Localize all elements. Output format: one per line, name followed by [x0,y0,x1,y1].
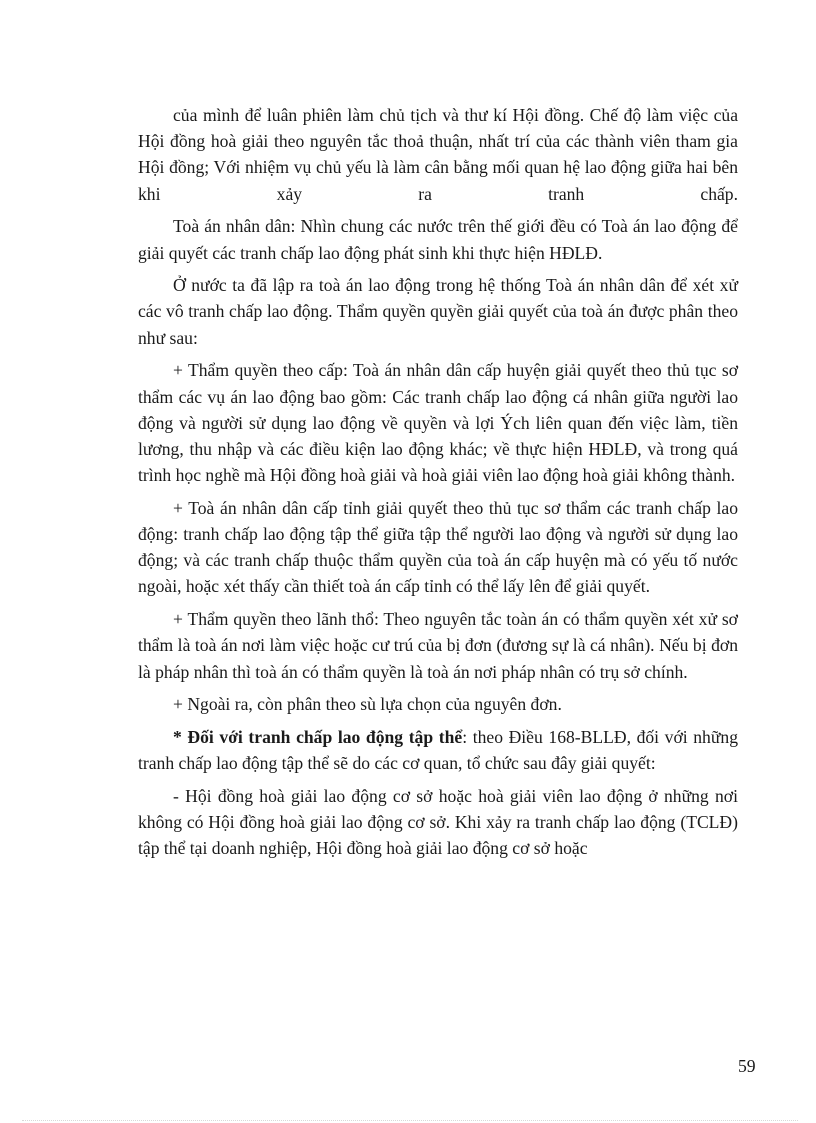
footer-divider [22,1120,798,1121]
paragraph-territorial-jurisdiction: + Thẩm quyền theo lãnh thổ: Theo nguyên tắc toàn án có thẩm quyền xét xử sơ thẩm là toà án nơi làm việc hoặc cư trú của bị đơn (đương sự là cá nhân). Nếu bị đơn là pháp nhân thì toà án có thẩm quyền là toà án nơi pháp nhân có trụ sở chính. [138,609,738,682]
paragraph-labor-court-vietnam: Ở nước ta đã lập ra toà án lao động trong hệ thống Toà án nhân dân để xét xử các vô tranh chấp lao động. Thẩm quyền quyền giải quyết của toà án được phân theo như sau: [138,275,738,348]
paragraph-peoples-court: Toà án nhân dân: Nhìn chung các nước trên thế giới đều có Toà án lao động để giải quyết các tranh chấp lao động phát sinh khi thực hiện HĐLĐ. [138,216,738,263]
page-body [138,102,738,868]
paragraph-collective-dispute [138,724,738,776]
page-number: 59 [738,1056,756,1076]
paragraph-grassroots-conciliation: - Hội đồng hoà giải lao động cơ sở hoặc hoà giải viên lao động ở những nơi không có Hội đồng hoà giải lao động cơ sở. Khi xảy ra tranh chấp lao động (TCLĐ) tập thể tại doanh nghiệp, Hội đồng hoà giải lao động cơ sở hoặc [138,785,738,859]
collective-dispute-heading: * Đối với tranh chấp lao động tập thể [173,726,463,747]
paragraph-provincial-court: + Toà án nhân dân cấp tỉnh giải quyết theo thủ tục sơ thẩm các tranh chấp lao động: tranh chấp lao động tập thể giữa tập thể người lao động và người sử dụng lao động; và các tranh chấp thuộc thẩm quyền của toà án cấp huyện mà có yếu tố nước ngoài, hoặc xét thấy cần thiết toà án cấp tỉnh có thể lấy lên để giải quyết. [138,497,738,597]
paragraph-jurisdiction-by-level: + Thẩm quyền theo cấp: Toà án nhân dân cấp huyện giải quyết theo thủ tục sơ thẩm các vụ án lao động bao gồm: Các tranh chấp lao động cá nhân giữa người lao động và người sử dụng lao động về quyền và lợi Ých liên quan đến việc làm, tiền lương, thu nhập và các điều kiện lao động khác; về thực hiện HĐLĐ, và trong quá trình học nghề mà Hội đồng hoà giải và hoà giải viên lao động hoà giải không thành. [138,360,738,486]
paragraph-plaintiff-choice: + Ngoài ra, còn phân theo sù lựa chọn của nguyên đơn. [173,694,562,715]
collective-dispute-text: : theo Điều 168-BLLĐ, đối với những tranh chấp lao động tập thể sẽ do các cơ quan, tổ chức sau đây giải quyết: [138,726,738,774]
paragraph-council-work: của mình để luân phiên làm chủ tịch và thư kí Hội đồng. Chế độ làm việc của Hội đồng hoà giải theo nguyên tắc thoả thuận, nhất trí của các thành viên tham gia Hội đồng; Với nhiệm vụ chủ yếu là làm cân bằng mối quan hệ lao động giữa hai bên khi xảy ra tranh chấp. [138,105,738,204]
